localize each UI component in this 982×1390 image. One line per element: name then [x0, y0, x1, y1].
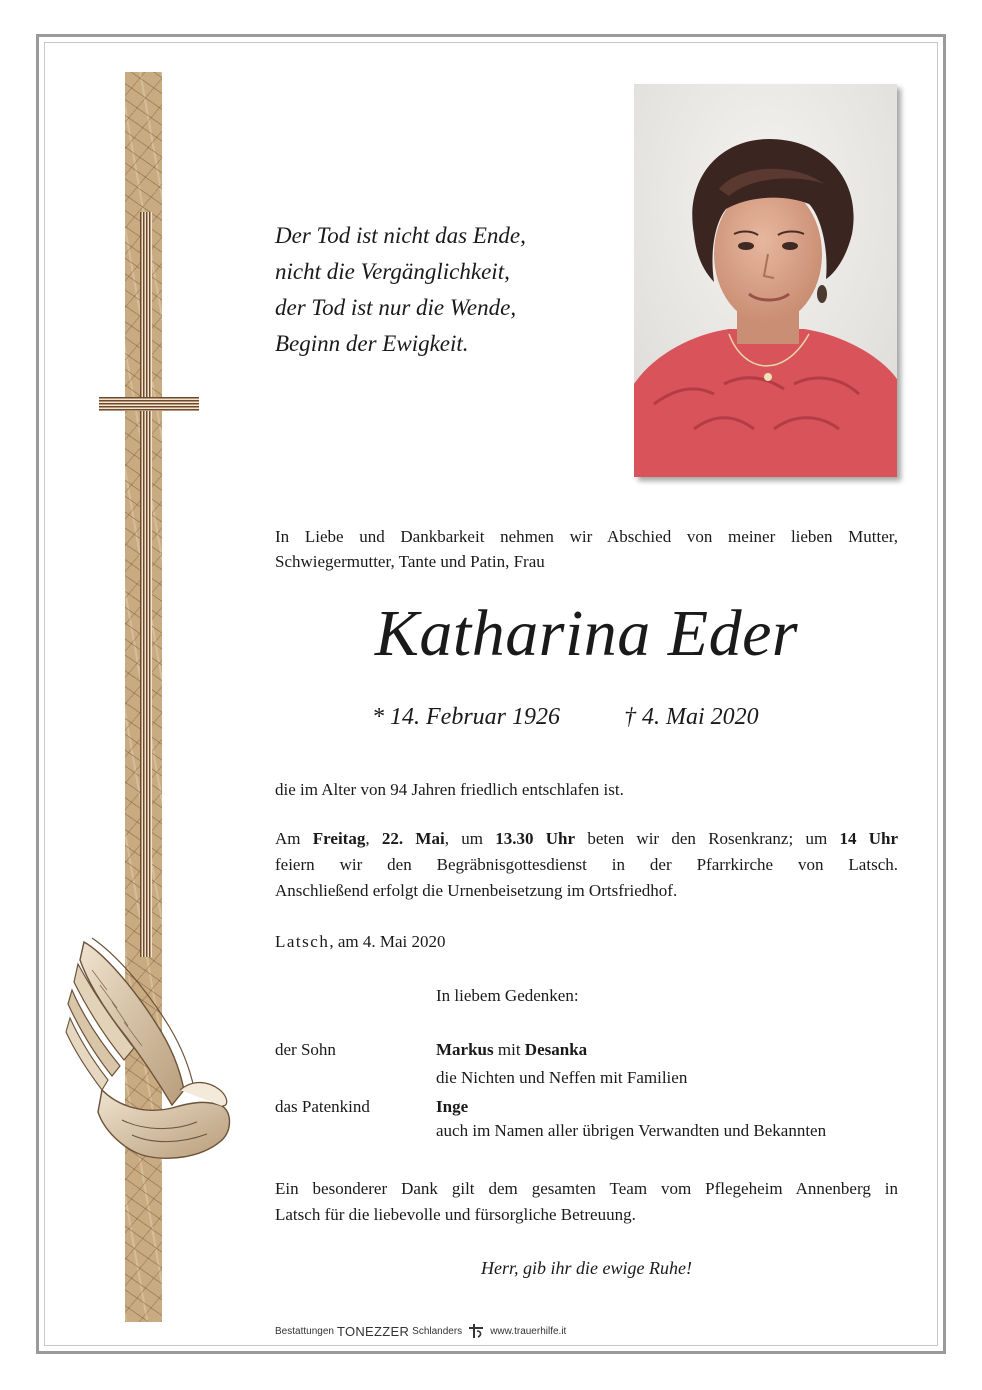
son-partner: Desanka	[524, 1040, 588, 1059]
closing-prayer: Herr, gib ihr die ewige Ruhe!	[481, 1258, 692, 1278]
poem-line: der Tod ist nur die Wende,	[275, 295, 517, 320]
schedule-line-1	[275, 826, 898, 852]
poem	[275, 218, 605, 362]
schedule-am: Am	[275, 829, 301, 848]
godchild-name	[436, 1094, 468, 1120]
poem-line: Der Tod ist nicht das Ende,	[275, 223, 526, 248]
intro-text	[275, 524, 898, 574]
schedule-comma: ,	[365, 829, 370, 848]
rosary-time: 13.30 Uhr	[495, 829, 576, 848]
deceased-name: Katharina Eder	[374, 597, 799, 670]
son-entry	[436, 1037, 587, 1063]
mass-time: 14 Uhr	[839, 829, 899, 848]
schedule-line-2: feiern wir den Begräbnisgottesdienst in der Pfarrkirche von Latsch.	[275, 855, 898, 874]
schedule-day: Freitag	[312, 829, 366, 848]
schedule-rosary: beten wir den Rosenkranz; um	[587, 829, 828, 848]
funeral-schedule	[275, 826, 898, 904]
others-entry: auch im Namen aller übrigen Verwandten und Bekannten	[436, 1121, 827, 1140]
footer-prefix: Bestattungen	[275, 1325, 334, 1337]
death-date: † 4. Mai 2020	[624, 704, 759, 730]
cross-vertical-beam	[140, 212, 152, 957]
birth-date: * 14. Februar 1926	[372, 704, 560, 730]
footer-town: Schlanders	[412, 1325, 463, 1337]
thanks-line-2: Latsch für die liebevolle und fürsorgliche Betreuung.	[275, 1205, 636, 1224]
thanks-line-1: Ein besonderer Dank gilt dem gesamten Team vom Pflegeheim Annenberg in	[275, 1179, 898, 1198]
son-name: Markus	[436, 1040, 494, 1059]
schedule-um: , um	[444, 829, 483, 848]
portrait-image	[634, 84, 897, 477]
cross-horizontal-beam	[99, 397, 199, 411]
son-label: der Sohn	[275, 1040, 336, 1059]
son-with: mit	[497, 1040, 521, 1059]
godchild-label: das Patenkind	[275, 1097, 370, 1116]
schedule-date: 22. Mai	[381, 829, 445, 848]
godchild-name-bold: Inge	[436, 1097, 469, 1116]
footer-brand: TONEZZER	[336, 1323, 410, 1339]
place-date	[275, 932, 445, 952]
place-name: Latsch	[275, 932, 330, 951]
announcement-date: , am 4. Mai 2020	[329, 932, 446, 951]
footer	[275, 1322, 566, 1340]
poem-line: Beginn der Ewigkeit.	[275, 331, 469, 356]
memory-heading: In liebem Gedenken:	[436, 986, 579, 1005]
schedule-line-3: Anschließend erfolgt die Urnenbeisetzung im Ortsfriedhof.	[275, 881, 678, 900]
thanks-text	[275, 1176, 898, 1228]
age-statement: die im Alter von 94 Jahren friedlich entschlafen ist.	[275, 780, 624, 799]
poem-line: nicht die Vergänglichkeit,	[275, 259, 510, 284]
intro-line-1: In Liebe und Dankbarkeit nehmen wir Abschied von meiner lieben Mutter,	[275, 527, 898, 546]
nieces-entry: die Nichten und Neffen mit Familien	[436, 1068, 688, 1087]
footer-url[interactable]: www.trauerhilfe.it	[490, 1325, 567, 1337]
trauerhilfe-logo-icon	[467, 1323, 485, 1339]
praying-hands-icon	[62, 930, 237, 1170]
portrait-photo	[634, 84, 897, 477]
intro-line-2: Schwiegermutter, Tante und Patin, Frau	[275, 552, 545, 571]
